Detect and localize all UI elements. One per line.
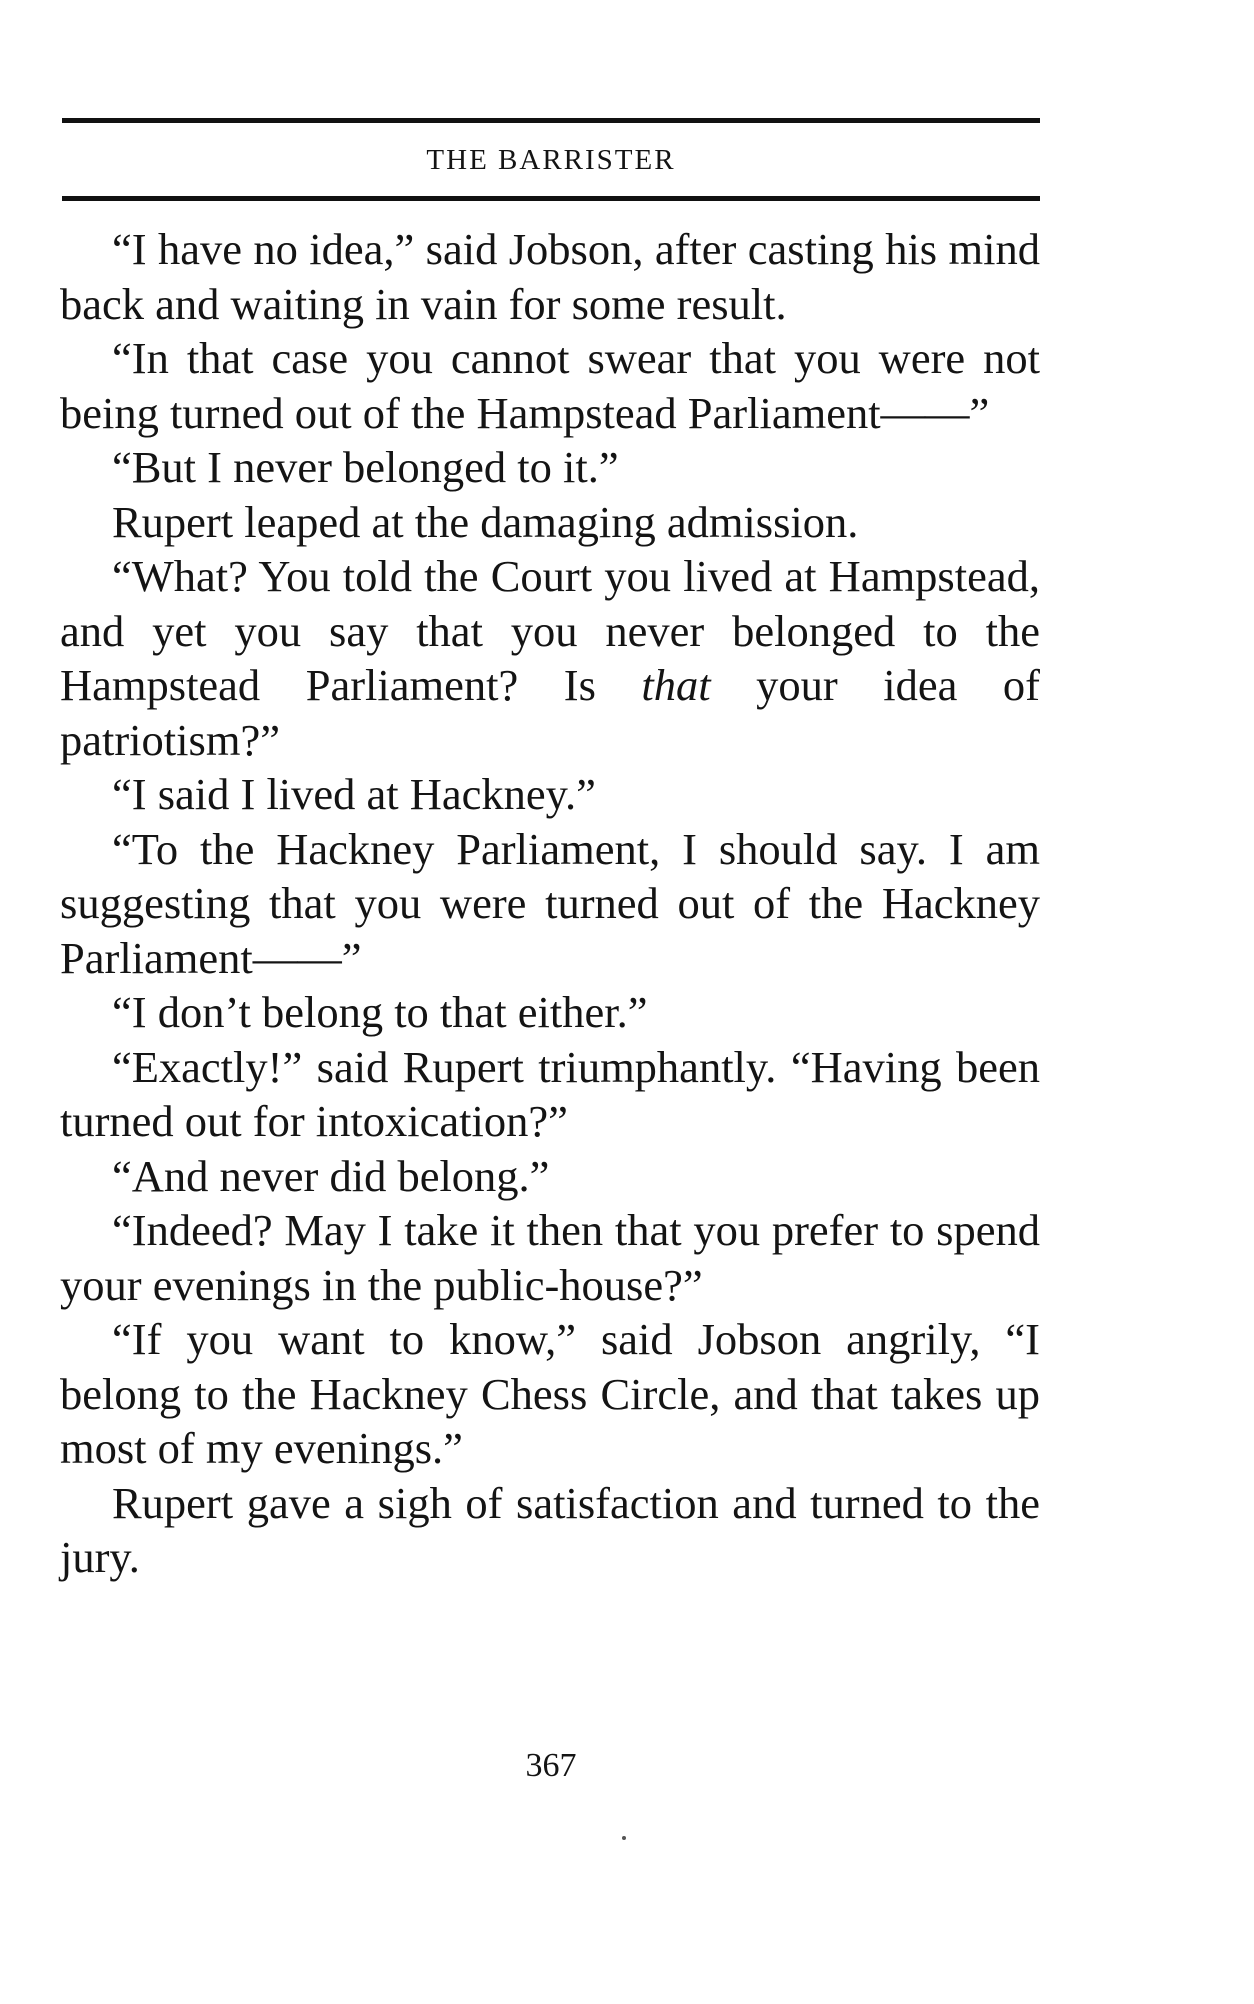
paragraph: “In that case you cannot swear that you were not being turned out of the Hampstead Parliament——” [60, 333, 1040, 438]
paragraph: “To the Hackney Parliament, I should say. I am suggesting that you were turned out of the Hackney Parliament——” [60, 823, 1040, 983]
paragraph: Rupert gave a sigh of satisfaction and turned to the jury. [60, 1477, 1040, 1582]
paragraph: “I said I lived at Hackney.” [112, 769, 596, 819]
paragraph: “If you want to know,” said Jobson angrily, “I belong to the Hackney Chess Circle, and that takes up most of my evenings.” [60, 1314, 1040, 1473]
paragraph: “I have no idea,” said Jobson, after casting his mind back and waiting in vain for some result. [60, 224, 1040, 329]
page-number: 367 [525, 1747, 577, 1784]
body-text [60, 222, 1040, 1585]
paragraph: “Indeed? May I take it then that you prefer to spend your evenings in the public-house?” [60, 1205, 1040, 1310]
paragraph: Rupert leaped at the damaging admission. [112, 496, 859, 547]
header-rule-bottom [62, 196, 1040, 201]
paragraph: “And never did belong.” [112, 1150, 550, 1201]
paragraph: “I don’t belong to that either.” [112, 987, 648, 1037]
running-head: THE BARRISTER [426, 144, 676, 176]
paragraph-text: “What? You told the Court you lived at Hampstead, and yet you say that you never belonged to the Hampstead Parliament? Is [60, 551, 1040, 710]
paragraph-text: your idea of patriotism?” [60, 660, 1040, 765]
emphasis: that [641, 660, 711, 710]
paragraph [60, 549, 1040, 767]
paragraph: “Exactly!” said Rupert triumphantly. “Having been turned out for intoxication?” [60, 1041, 1040, 1146]
paragraph: “But I never belonged to it.” [112, 442, 619, 492]
header-rule-top [62, 118, 1040, 123]
print-speck [622, 1836, 626, 1840]
